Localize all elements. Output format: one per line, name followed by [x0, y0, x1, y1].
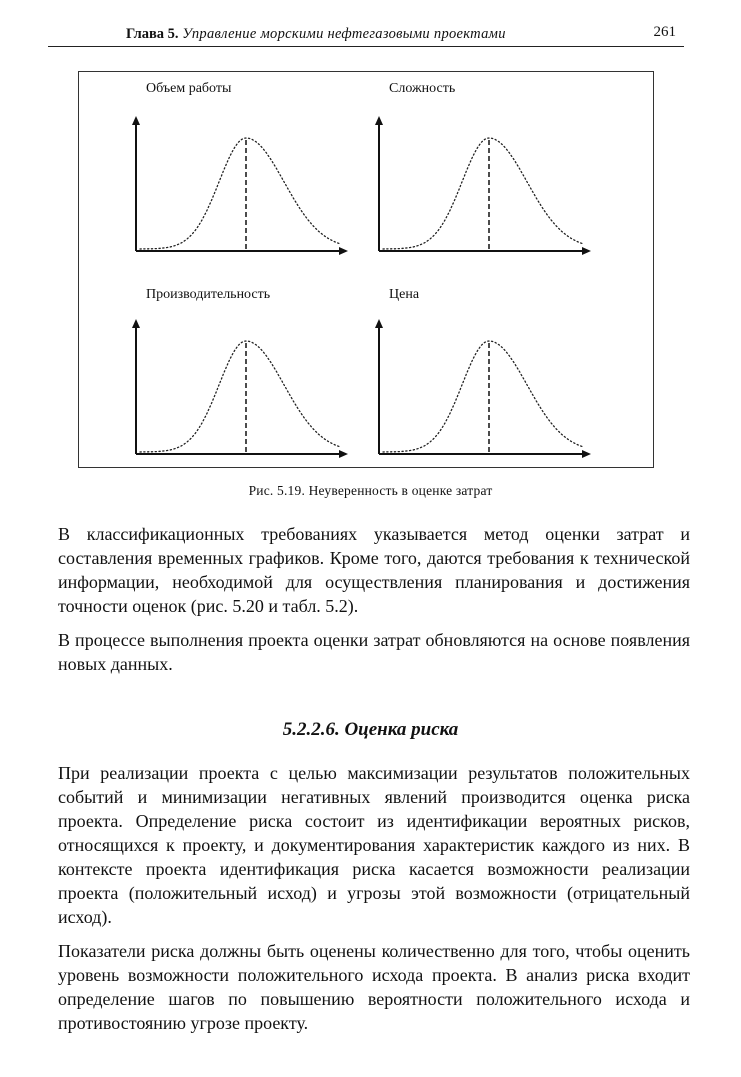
- distribution-plot-price: [369, 313, 599, 463]
- distribution-curve: [140, 341, 340, 452]
- distribution-curve: [383, 138, 583, 249]
- page-number: 261: [653, 24, 676, 40]
- x-axis-arrow: [582, 450, 591, 458]
- panel-title-work-volume: Объем работы: [146, 81, 232, 96]
- chapter-label: Глава 5.: [126, 26, 179, 42]
- y-axis-arrow: [132, 116, 140, 125]
- section-heading: 5.2.2.6. Оценка риска: [282, 719, 459, 740]
- section-paragraph-2: Показатели риска должны быть оценены количественно для того, чтобы оценить уровень возможности положительного исхода проекта. В анализ риска входит определение шагов по повышению вероятности положительного исхода и противостоянию угрозе проекту.: [58, 941, 690, 1033]
- distribution-plot-complexity: [369, 110, 599, 260]
- panel-title-price: Цена: [389, 287, 420, 302]
- section-paragraph-1: При реализации проекта с целью максимизации результатов положительных событий и минимизации негативных явлений производится оценка риска проекта. Определение риска состоит из идентификации вероятных рисков, относящихся к проекту, и документирования характеристик каждого из них. В контексте проекта идентификация риска касается возможности реализации проекта (положительный исход) и угрозы этой возможности (отрицательный исход).: [58, 763, 690, 927]
- y-axis-arrow: [132, 319, 140, 328]
- x-axis-arrow: [339, 247, 348, 255]
- panel-title-complexity: Сложность: [389, 81, 456, 96]
- distribution-curve: [383, 341, 583, 452]
- figure-caption: Рис. 5.19. Неуверенность в оценке затрат: [248, 483, 493, 498]
- y-axis-arrow: [375, 116, 383, 125]
- figure-5-19: [78, 71, 654, 468]
- x-axis-arrow: [339, 450, 348, 458]
- y-axis-arrow: [375, 319, 383, 328]
- chapter-name: Управление морскими нефтегазовыми проектами: [182, 26, 506, 42]
- distribution-plot-work-volume: [126, 110, 356, 260]
- running-header: [48, 26, 684, 47]
- panel-title-productivity: Производительность: [146, 287, 271, 302]
- distribution-curve: [140, 138, 340, 249]
- paragraph-2: В процессе выполнения проекта оценки затрат обновляются на основе появления новых данных.: [58, 630, 690, 674]
- chapter-title: [126, 26, 506, 43]
- paragraph-1: В классификационных требованиях указывается метод оценки затрат и составления временных графиков. Кроме того, даются требования к технической информации, необходимой для осуществления планирования и достижения точности оценок (рис. 5.20 и табл. 5.2).: [58, 524, 690, 616]
- x-axis-arrow: [582, 247, 591, 255]
- distribution-plot-productivity: [126, 313, 356, 463]
